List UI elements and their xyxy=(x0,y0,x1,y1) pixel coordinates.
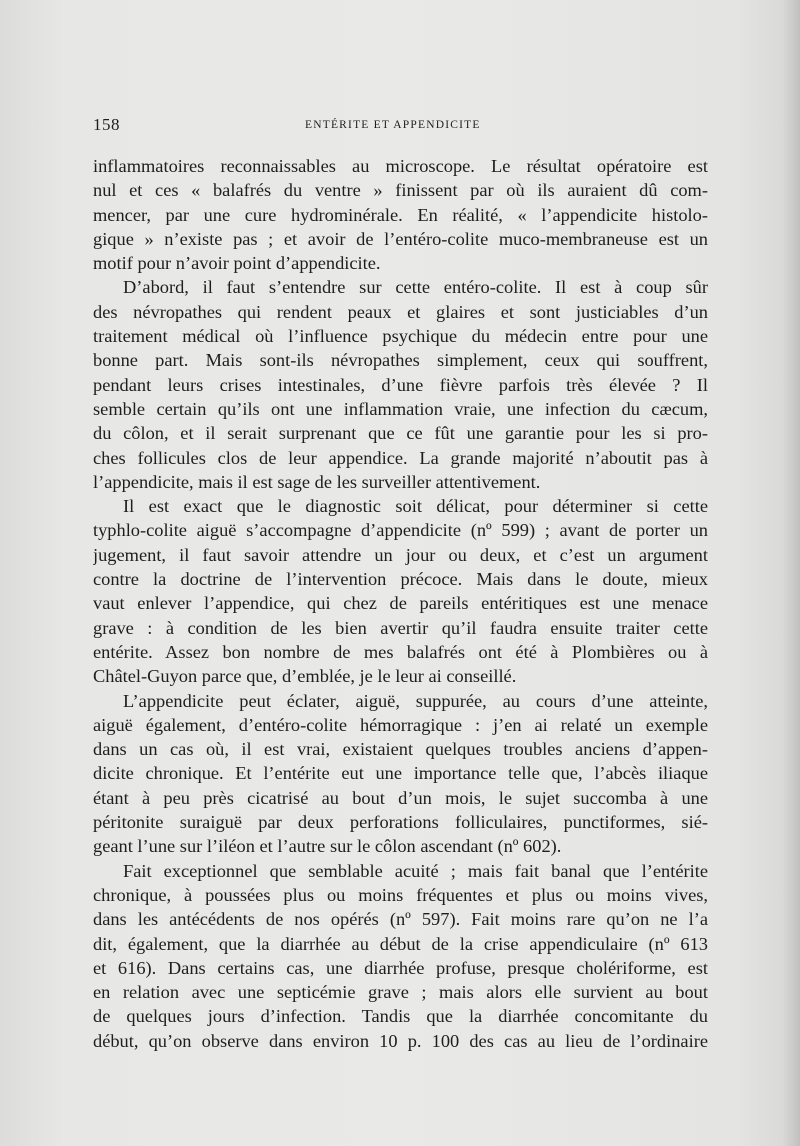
text-line: traitement médical où l’influence psychique du médecin entre pour une xyxy=(93,326,708,347)
text-line: geant l’une sur l’iléon et l’autre sur le côlon ascendant (nº 602). xyxy=(93,836,562,857)
text-line: étant à peu près cicatrisé au bout d’un mois, le sujet succomba à une xyxy=(93,787,708,808)
text-line: semble certain qu’ils ont une inflammation vraie, une infection du cæcum, xyxy=(93,398,708,419)
text-line: pendant leurs crises intestinales, d’une fièvre parfois très élevée ? Il xyxy=(93,374,708,395)
text-line: gique » n’existe pas ; et avoir de l’entéro-colite muco-membraneuse est un xyxy=(93,228,708,249)
running-title: ENTÉRITE ET APPENDICITE xyxy=(305,119,481,131)
text-line: aiguë également, d’entéro-colite hémorragique : j’en ai relaté un exemple xyxy=(93,714,708,735)
text-line: nul et ces « balafrés du ventre » finissent par où ils auraient dû com- xyxy=(93,180,708,201)
text-line: des névropathes qui rendent peaux et glaires et sont justiciables d’un xyxy=(93,301,708,322)
text-line: entérite. Assez bon nombre de mes balafrés ont été à Plombières ou à xyxy=(93,641,708,662)
text-line: début, qu’on observe dans environ 10 p. 100 des cas au lieu de l’ordinaire xyxy=(93,1030,708,1051)
text-line: grave : à condition de les bien avertir qu’il faudra ensuite traiter cette xyxy=(93,617,708,638)
text-line: l’appendicite, mais il est sage de les surveiller attentivement. xyxy=(93,471,541,492)
text-line: Châtel-Guyon parce que, d’emblée, je le leur ai conseillé. xyxy=(93,666,517,687)
text-line: du côlon, et il serait surprenant que ce fût une garantie pour les si pro- xyxy=(93,423,708,444)
page-header xyxy=(93,115,713,139)
text-line: bonne part. Mais sont-ils névropathes simplement, ceux qui souffrent, xyxy=(93,350,708,371)
text-line: inflammatoires reconnaissables au microscope. Le résultat opératoire est xyxy=(93,156,708,176)
text-line: mencer, par une cure hydrominérale. En réalité, « l’appendicite histolo- xyxy=(93,204,708,225)
text-line: motif pour n’avoir point d’appendicite. xyxy=(93,253,381,274)
body-text xyxy=(93,154,708,1053)
text-line: dit, également, que la diarrhée au début de la crise appendiculaire (nº 613 xyxy=(93,933,708,954)
text-line: dicite chronique. Et l’entérite eut une importance telle que, l’abcès iliaque xyxy=(93,763,708,784)
text-line: Fait exceptionnel que semblable acuité ; mais fait banal que l’entérite xyxy=(123,860,708,881)
text-line: de quelques jours d’infection. Tandis que la diarrhée concomitante du xyxy=(93,1006,708,1027)
text-line: L’appendicite peut éclater, aiguë, suppurée, au cours d’une atteinte, xyxy=(123,690,708,711)
text-line: ches follicules clos de leur appendice. La grande majorité n’aboutit pas à xyxy=(93,447,708,468)
text-line: dans un cas où, il est vrai, existaient quelques troubles anciens d’appen- xyxy=(93,739,708,760)
text-line: vaut enlever l’appendice, qui chez de pareils entéritiques est une menace xyxy=(93,593,708,614)
text-line: péritonite suraiguë par deux perforations folliculaires, punctiformes, sié- xyxy=(93,812,708,833)
text-line: D’abord, il faut s’entendre sur cette entéro-colite. Il est à coup sûr xyxy=(123,277,708,298)
text-line: chronique, à poussées plus ou moins fréquentes et plus ou moins vives, xyxy=(93,884,708,905)
text-line: typhlo-colite aiguë s’accompagne d’appendicite (nº 599) ; avant de porter un xyxy=(93,520,708,541)
text-line: contre la doctrine de l’intervention précoce. Mais dans le doute, mieux xyxy=(93,569,708,590)
text-line: et 616). Dans certains cas, une diarrhée profuse, presque cholériforme, est xyxy=(93,957,708,978)
text-line: en relation avec une septicémie grave ; mais alors elle survient au bout xyxy=(93,982,708,1003)
page-edge-shadow xyxy=(782,0,800,1146)
text-line: Il est exact que le diagnostic soit délicat, pour déterminer si cette xyxy=(123,496,708,517)
text-line: dans les antécédents de nos opérés (nº 597). Fait moins rare qu’on ne l’a xyxy=(93,909,708,930)
page-number: 158 xyxy=(93,115,120,134)
text-line: jugement, il faut savoir attendre un jour ou deux, et c’est un argument xyxy=(93,544,708,565)
